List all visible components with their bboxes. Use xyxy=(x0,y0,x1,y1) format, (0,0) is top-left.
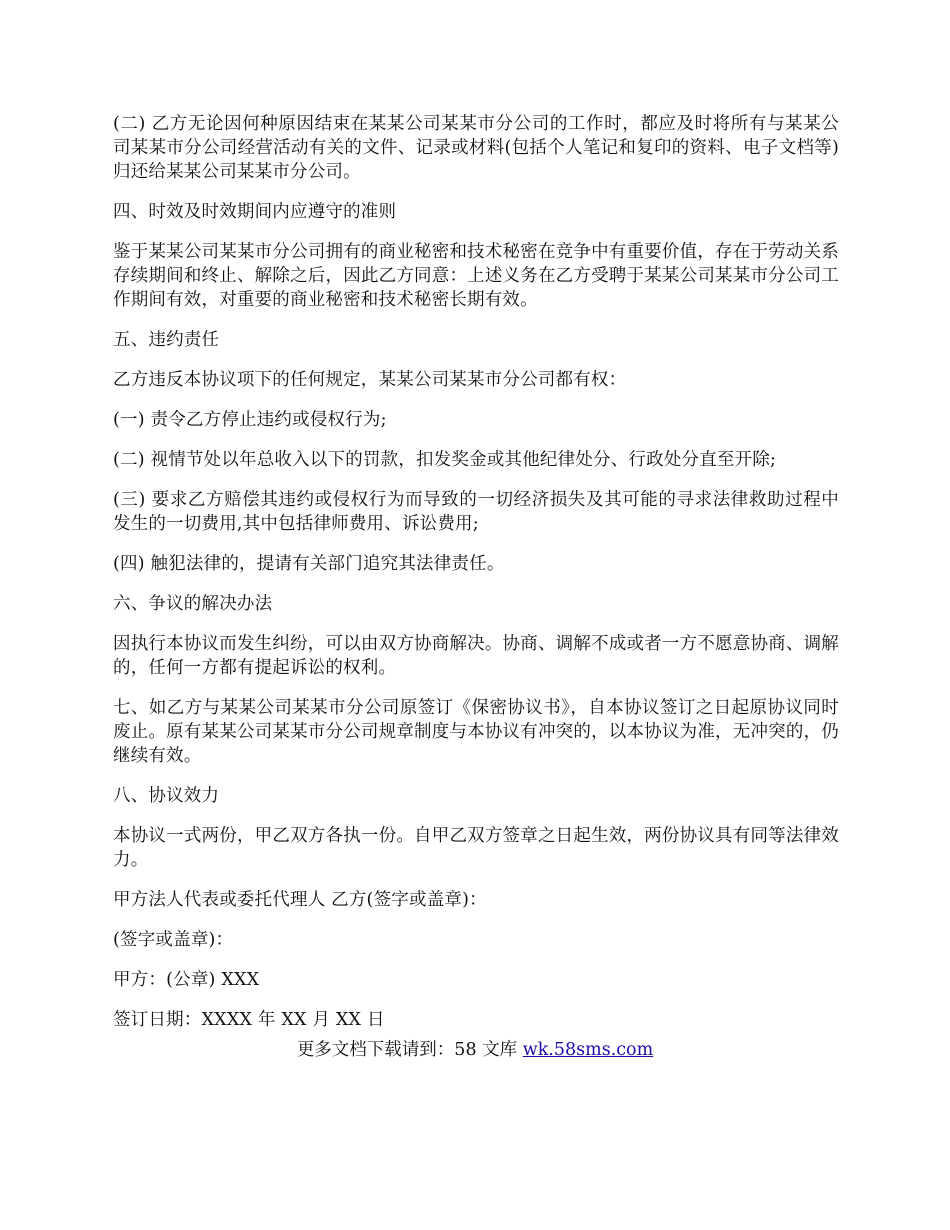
section-5-heading: 五、违约责任 xyxy=(113,330,220,350)
section-4-heading: 四、时效及时效期间内应遵守的准则 xyxy=(113,202,397,222)
document-body xyxy=(113,112,839,1048)
section-6-text: 因执行本协议而发生纠纷，可以由双方协商解决。协商、调解不成或者一方不愿意协商、调解的，任何一方都有提起诉讼的权利。 xyxy=(113,634,839,678)
section-8-heading: 八、协议效力 xyxy=(113,786,220,806)
section-4-text: 鉴于某某公司某某市分公司拥有的商业秘密和技术秘密在竞争中有重要价值，存在于劳动关系存续期间和终止、解除之后，因此乙方同意：上述义务在乙方受聘于某某公司某某市分公司工作期间有效，对重要的商业秘密和技术秘密长期有效。 xyxy=(113,242,839,310)
section-8-text: 本协议一式两份，甲乙双方各执一份。自甲乙双方签章之日起生效，两份协议具有同等法律效力。 xyxy=(113,826,839,870)
section-7-text: 七、如乙方与某某公司某某市分公司原签订《保密协议书》，自本协议签订之日起原协议同时废止。原有某某公司某某市分公司规章制度与本协议有冲突的，以本协议为准，无冲突的，仍继续有效。 xyxy=(113,698,839,766)
signing-date: 签订日期：XXXX 年 XX 月 XX 日 xyxy=(113,1010,385,1030)
signature-line-sign-or-seal: (签字或盖章)： xyxy=(113,930,234,950)
signature-line-party-a-seal: 甲方：(公章) XXX xyxy=(113,970,260,990)
section-6-heading: 六、争议的解决办法 xyxy=(113,594,273,614)
penalty-item-2: (二) 视情节处以年总收入以下的罚款，扣发奖金或其他纪律处分、行政处分直至开除; xyxy=(113,450,777,470)
penalty-item-4: (四) 触犯法律的，提请有关部门追究其法律责任。 xyxy=(113,554,505,574)
section-5-intro: 乙方违反本协议项下的任何规定，某某公司某某市分公司都有权： xyxy=(113,370,627,390)
clause-2-return-materials: (二) 乙方无论因何种原因结束在某某公司某某市分公司的工作时，都应及时将所有与某某公司某某市分公司经营活动有关的文件、记录或材料(包括个人笔记和复印的资料、电子文档等)归还给某某公司某某市分公司。 xyxy=(113,114,839,182)
footer-link[interactable]: wk.58sms.com xyxy=(522,1040,654,1060)
penalty-item-1: (一) 责令乙方停止违约或侵权行为; xyxy=(113,410,387,430)
signature-line-party-a-rep: 甲方法人代表或委托代理人 乙方(签字或盖章)： xyxy=(113,890,487,910)
download-footer xyxy=(0,1038,950,1062)
footer-text: 更多文档下载请到：58 文库 xyxy=(296,1040,523,1060)
penalty-item-3: (三) 要求乙方赔偿其违约或侵权行为而导致的一切经济损失及其可能的寻求法律救助过程中发生的一切费用,其中包括律师费用、诉讼费用; xyxy=(113,490,839,534)
